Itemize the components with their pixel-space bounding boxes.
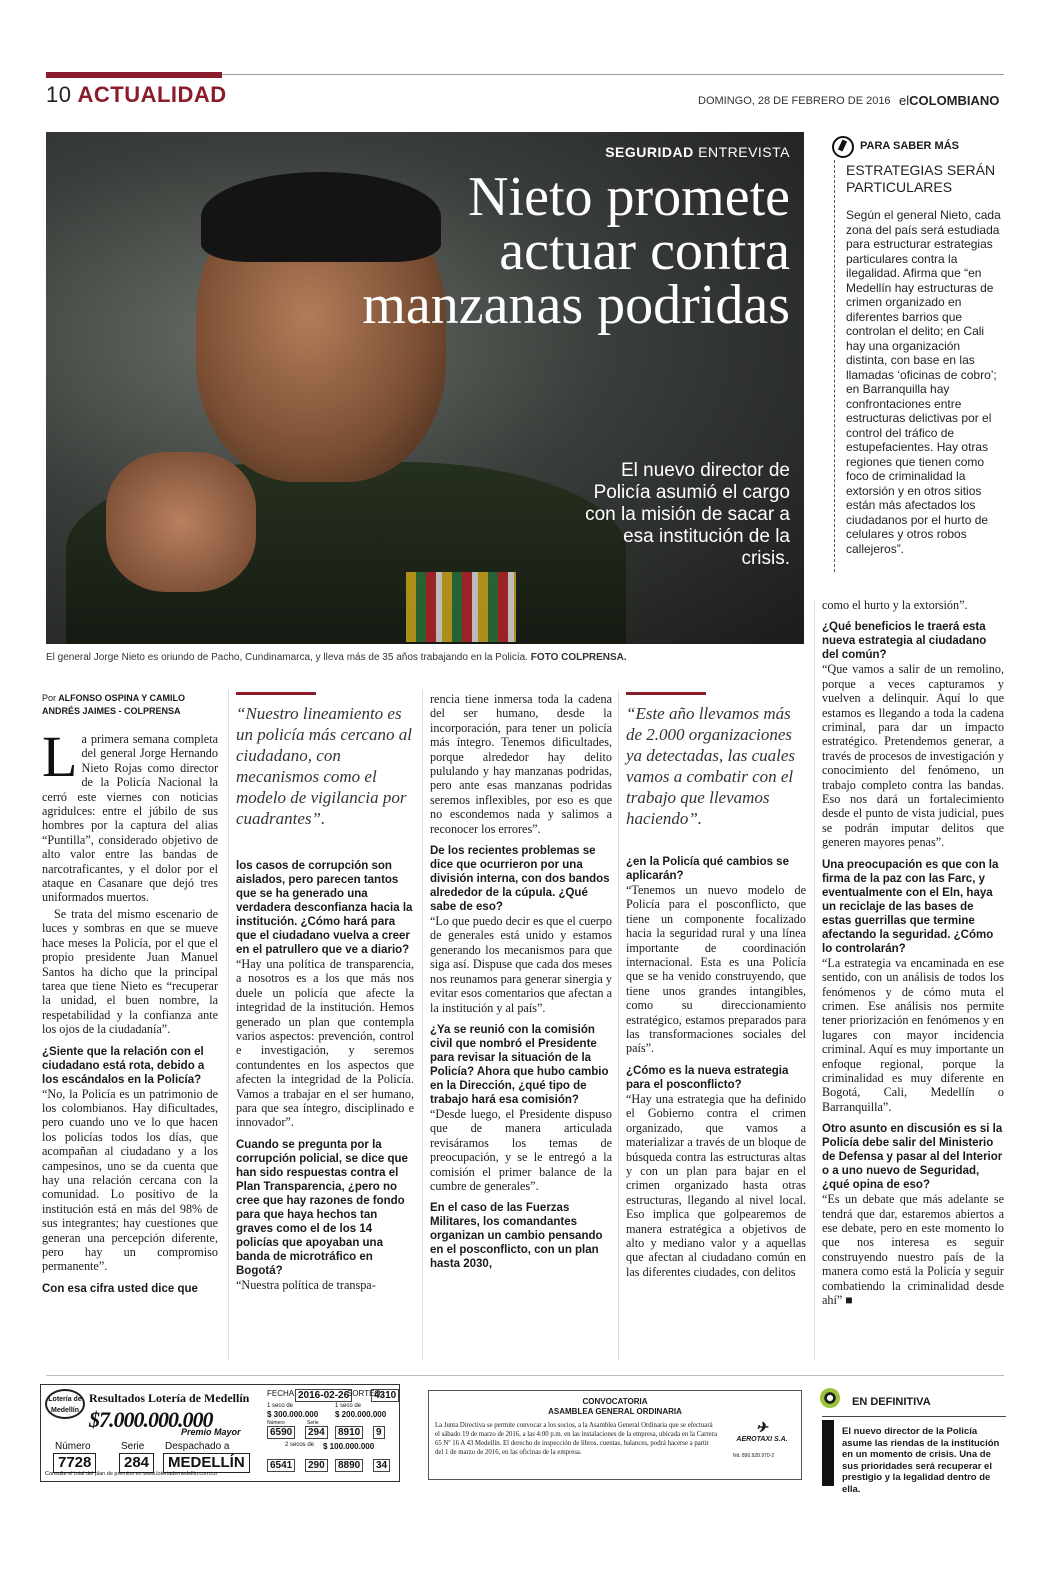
interview-answer: “Hay una estrategia que ha definido el Gobierno contra el crimen organizado, que vamos a materializar a través de un bloque de búsqueda contra las estructuras altas y con un plan para bajar en el crimen organizado hasta otras estructuras, llegando al nivel local. Eso implica que golpearemos de manera estratégica a objetivos de alto y mediano valor y a aquellas que afectan al ciudadano común en las diferentes ciudades, con delitos <box>626 1091 806 1279</box>
despachado-label: Despachado a <box>165 1441 230 1452</box>
pull-quote: “Este año llevamos más de 2.000 organizaciones ya detectadas, las cuales vamos a combatir con el trabajo que llevamos haciendo”. <box>626 704 796 828</box>
lottery-ad <box>40 1384 400 1482</box>
fecha-value: 2016-02-26 <box>295 1389 352 1402</box>
issue-date: DOMINGO, 28 DE FEBRERO DE 2016 <box>698 95 891 107</box>
pullquote-bar <box>626 692 706 695</box>
column-separator <box>618 690 619 1360</box>
page-number: 10 <box>46 82 72 107</box>
sorteo-label: SORTEO: <box>347 1389 383 1398</box>
aerotaxi-name: AEROTAXI S.A. <box>736 1436 788 1443</box>
article-column-3 <box>430 692 612 1271</box>
interview-question: ¿Siente que la relación con el ciudadano está rota, debido a los escándalos en la Policía? <box>42 1045 205 1086</box>
column-separator <box>422 690 423 1360</box>
aerotaxi-logo <box>729 1419 795 1445</box>
en-definitiva-bar <box>822 1420 834 1486</box>
result-number: 8890 <box>335 1459 363 1472</box>
grid-serie-label: Serie <box>307 1420 319 1426</box>
interview-answer: “No, la Policía es un patrimonio de los colombianos. Hay dificultades, pero cuando uno ve lo que hacen los policías todos los días, que acompañan al ciudadano y a los campesinos, uno se da cuenta que hay una relación cercana con la comunidad. Lo positivo de la institución está en más del 98% de sus integrantes; hay cuestiones que generan una percepción diferente, pero hay un compromiso permanente”. <box>42 1086 218 1274</box>
interview-answer: rencia tiene inmersa toda la cadena del ser humano, desde la incorporación, para tener un policía más íntegro. Tenemos dificultades, porque alrededor hay delito pululando y hay manzanas podridas, pero ante esas manzanas podridas seremos inflexibles, por eso es que no escondemos nada y salimos a reconocer los errores”. <box>430 692 612 836</box>
seco2-label: 1 seco de <box>335 1403 362 1409</box>
aerotaxi-nit: Nit. 890.928.970-2 <box>733 1453 775 1459</box>
interview-answer: “Hay una política de transparencia, a nosotros es a los que más nos duele un policía que afecte la integridad de la institución. Hemos generado un plan que contempla varios aspectos: prevención, control e investigación, y seremos contundentes en los aspectos que afecten la integridad de la Policía. Vamos a trabajar en el ser humano, para que sea íntegro, disciplinado e innovador”. <box>236 957 414 1130</box>
newspaper-brand <box>899 93 999 108</box>
lottery-logo: Lotería de Medellín <box>45 1389 85 1419</box>
winning-number: 7728 <box>53 1453 96 1473</box>
convocatoria-heading <box>429 1397 801 1417</box>
lottery-prize: $7.000.000.000 <box>89 1407 213 1432</box>
interview-answer: “La estrategia va encaminada en ese sentido, con un análisis de todos los fenómenos y de cómo muta el crimen. Ese análisis nos permite tener priorización en fenómenos y en lugares con mayor incidencia criminal. Aquí es muy importante un enfoque regional, porque la criminalidad es muy diferente en Bogotá, Cali, Medellín o Barranquilla”. <box>822 955 1004 1114</box>
interview-answer: “Que vamos a salir de un remolino, porque a veces capturamos y vuelven a delinquir. Aquí lo que estamos es llegando a toda la cadena criminal, para dar un impacto estratégico. Pretendemos generar, a través de procesos de investigación y conocimiento del fenómeno, un trabajo completo contra las bandas. Eso nos dará un fortalecimiento desde el punto de vista judicial, pues se podrán imputar delitos que generen mayores penas”. <box>822 662 1004 850</box>
column-separator <box>228 690 229 1360</box>
interview-question: Otro asunto en discusión es si la Policía debe salir del Ministerio de Defensa y pasar al del Interior o a uno nuevo de Seguridad, ¿qué opina de eso? <box>822 1123 1003 1192</box>
section-header <box>46 82 227 108</box>
result-serie: 294 <box>305 1426 328 1439</box>
paragraph: Se trata del mismo escenario de luces y sombras en que se mueve hace meses la Policía, por el que el propio presidente Juan Manuel Santos ha dicho que la principal tarea que tiene Nieto es “recuperar la unidad, el buen nombre, la respetabilidad y la confianza ante los ojos de la ciudadanía”. <box>42 906 218 1037</box>
interview-question: los casos de corrupción son aislados, pero parecen tantos que se ha generado una verdadera desconfianza hacia la institución. ¿Cómo hará para que el ciudadano vuelva a creer en el patrullero que ve a diario? <box>236 860 413 956</box>
photo-caption <box>46 652 804 663</box>
kicker <box>605 144 790 160</box>
interview-answer: “Es un debate que más adelante se tendrá que dar, estaremos abiertos a ese debate, pero en este momento lo que nos interesa es seguir construyendo nuestro país de la manera como está la Policía y seguir combatiendo la criminalidad desde ahí” ■ <box>822 1192 1004 1307</box>
target-icon <box>820 1388 840 1408</box>
photo-medals <box>406 572 516 642</box>
lottery-footer: Consulte el total del plan de premios en www.loteriademedellin.com.co <box>45 1471 218 1477</box>
seco1-value: $ 300.000.000 <box>267 1410 319 1419</box>
interview-question: ¿Qué beneficios le traerá esta nueva estrategia al ciudadano del común? <box>822 621 987 662</box>
kicker-type: ENTREVISTA <box>698 144 790 160</box>
serie-label: Serie <box>121 1441 145 1452</box>
hero-photo <box>46 132 804 644</box>
bottom-rule <box>46 1375 1004 1376</box>
convocatoria-title: CONVOCATORIA <box>582 1397 648 1406</box>
lottery-results-grid <box>267 1389 397 1477</box>
drop-cap: L <box>42 724 78 789</box>
convocatoria-subtitle: ASAMBLEA GENERAL ORDINARIA <box>548 1407 682 1416</box>
brand-prefix: el <box>899 93 910 108</box>
article-column-2 <box>236 692 414 1294</box>
interview-question: Una preocupación es que con la firma de la paz con las Farc, y eventualmente con el Eln, haya un reciclaje de las bases de estas guerrillas que termine afectando la seguridad. ¿Cómo lo controlarán? <box>822 858 999 955</box>
article-column-5 <box>822 598 1004 1309</box>
convocatoria-text: La Junta Directiva se permite convocar a los socios, a la Asamblea General Ordinaria que se efectuará el sábado 19 de marzo de 2016, a las 4:00 p.m. en las instalaciones de la empresa, ubicada en la Carrera 65 Nº 16 A 43 Medellín. El derecho de inspección de libros, cuentas, balances, podrá hacerse a partir del 1 de marzo de 2016, en las oficinas de la empresa. <box>435 1422 717 1456</box>
result-number: 6590 <box>267 1426 295 1439</box>
interview-question: De los recientes problemas se dice que ocurrieron por una división interna, con dos bandos alrededor de la cúpula. ¿Qué sabe de eso? <box>430 845 610 914</box>
seco2-value: $ 200.000.000 <box>335 1410 387 1419</box>
winning-serie: 284 <box>119 1453 154 1473</box>
en-definitiva-text: El nuevo director de la Policía asume las riendas de la institución en un momento de crisis. Una de sus prioridades será recuperar el prestigio y la legalidad dentro de ella. <box>842 1426 1000 1495</box>
byline-prefix: Por <box>42 693 57 703</box>
grid-numero-label: Número <box>267 1420 285 1426</box>
brand-name: COLOMBIANO <box>909 93 1000 108</box>
section-color-bar <box>46 72 222 78</box>
result-number: 6541 <box>267 1459 295 1472</box>
en-definitiva-label: EN DEFINITIVA <box>852 1396 931 1408</box>
result-serie: 9 <box>373 1426 385 1439</box>
photo-hand <box>106 452 256 592</box>
lottery-title: Resultados Lotería de Medellín <box>89 1391 250 1405</box>
seco3-label: 2 secos de <box>285 1442 315 1448</box>
interview-question: Con esa cifra usted dice que <box>42 1282 198 1295</box>
photo-credit: FOTO COLPRENSA. <box>530 652 627 663</box>
interview-answer: como el hurto y la extorsión”. <box>822 598 968 612</box>
article-column-4 <box>626 692 806 1281</box>
sorteo-value: 4310 <box>371 1389 399 1402</box>
interview-question: ¿en la Policía qué cambios se aplicarán? <box>626 856 789 882</box>
article-column-1 <box>42 692 218 1296</box>
interview-question: ¿Ya se reunió con la comisión civil que nombró el Presidente para revisar la situación de la Policía? Ahora que hubo cambio en la Dirección, ¿qué tipo de trabajo hará esa comisión? <box>430 1023 609 1106</box>
interview-question: Cuando se pregunta por la corrupción policial, se dice que han sido respuestas contra el Plan Transparencia, ¿pero no cree que hay razones de fondo para que haya hechos tan graves como el de los 14 policías que apoyaban una banda de microtráfico en Bogotá? <box>236 1138 408 1277</box>
interview-answer: “Desde luego, el Presidente dispuso que de manera articulada revisáramos los temas de preocupación, y se le entregó a la comisión el primer balance de la cumbre de generales”. <box>430 1106 612 1193</box>
pull-quote: “Nuestro lineamiento es un policía más cercano al ciudadano, con mecanismos como el modelo de vigilancia por cuadrantes”. <box>236 704 412 828</box>
pullquote-bar <box>236 692 316 695</box>
interview-answer: “Nuestra política de transpa- <box>236 1277 376 1292</box>
subheadline: El nuevo director de Policía asumió el cargo con la misión de sacar a esa institución de la crisis. <box>585 460 790 569</box>
interview-answer: “Tenemos un nuevo modelo de Policía para el posconflicto, que tiene un componente focalizado hacia la seguridad rural y una línea importante de coordinación internacional. Esta es una Policía que se ha venido construyendo, que tiene unos grandes intangibles, como su direccionamiento estratégico, estamos preparados para las transformaciones sociales del país”. <box>626 883 806 1056</box>
result-number: 8910 <box>335 1426 363 1439</box>
byline-authors: ALFONSO OSPINA Y CAMILO ANDRÉS JAIMES - COLPRENSA <box>42 693 186 716</box>
convocatoria-ad <box>428 1390 802 1480</box>
airplane-icon: ✈ <box>756 1419 768 1435</box>
en-definitiva-rule <box>822 1416 1006 1417</box>
seco3-value: $ 100.000.000 <box>323 1442 375 1451</box>
interview-answer: “Lo que puedo decir es que el cuerpo de generales está unido y estamos generando los mecanismos para que siga así. Dispuse que cada dos meses nos reunamos para generar sinergia y evitar esos comentarios que afectan a la institución y al país”. <box>430 914 612 1015</box>
interview-question: En el caso de las Fuerzas Militares, los comandantes organizan un cambio pensando en el posconflicto, con un plan hasta 2030, <box>430 1202 603 1271</box>
caption-text: El general Jorge Nieto es oriundo de Pacho, Cundinamarca, y lleva más de 35 años trabajando en la Policía. <box>46 652 528 663</box>
despachado-city: MEDELLÍN <box>163 1453 250 1473</box>
lead-text: a primera semana completa del general Jorge Hernando Nieto Rojas como director de la Policía Nacional la cerró este viernes con noticias agridulces: entre el júbilo de sus hombres por la captura del alias “Puntilla”, considerado objetivo de alto valor entre las bandas de narcotraficantes, y el dolor por el ataque en Casanare que dejó tres uniformados muertos. <box>42 732 218 905</box>
lead-paragraph <box>42 724 218 905</box>
section-name: ACTUALIDAD <box>77 82 227 107</box>
result-serie: 34 <box>373 1459 390 1472</box>
fecha-label: FECHA: <box>267 1389 297 1398</box>
kicker-section: SEGURIDAD <box>605 144 694 160</box>
byline <box>42 692 218 718</box>
sidebar-label: PARA SABER MÁS <box>860 140 960 152</box>
numero-label: Número <box>55 1441 91 1452</box>
headline: Nieto promete actuar contra manzanas podridas <box>362 166 790 336</box>
column-separator <box>814 600 815 1360</box>
interview-question: ¿Cómo es la nueva estrategia para el posconflicto? <box>626 1064 789 1091</box>
sidebar-title: ESTRATEGIAS SERÁN PARTICULARES <box>846 162 996 195</box>
header-rule <box>222 74 1004 75</box>
seco1-label: 1 seco de <box>267 1403 294 1409</box>
result-serie: 290 <box>305 1459 328 1472</box>
pin-icon <box>832 136 854 158</box>
sidebar-text: Según el general Nieto, cada zona del país será estudiada para estructurar estrategias particulares contra la ilegalidad. Afirma que “en Medellín hay estructuras de crimen organizado en diferentes barrios que controlan el delito; en Cali hay una organización distinta, con base en las llamadas ‘oficinas de cobro’; en Barranquilla hay confrontaciones entre estructuras delictivas por el control del tráfico de estupefacientes. Hay otras regiones que tienen como foco de criminalidad la extorsión y en otros sitios están más afectados los ciudadanos por el hurto de celulares y otros robos callejeros”. <box>846 208 1001 556</box>
lottery-premio-label: Premio Mayor <box>181 1427 241 1437</box>
